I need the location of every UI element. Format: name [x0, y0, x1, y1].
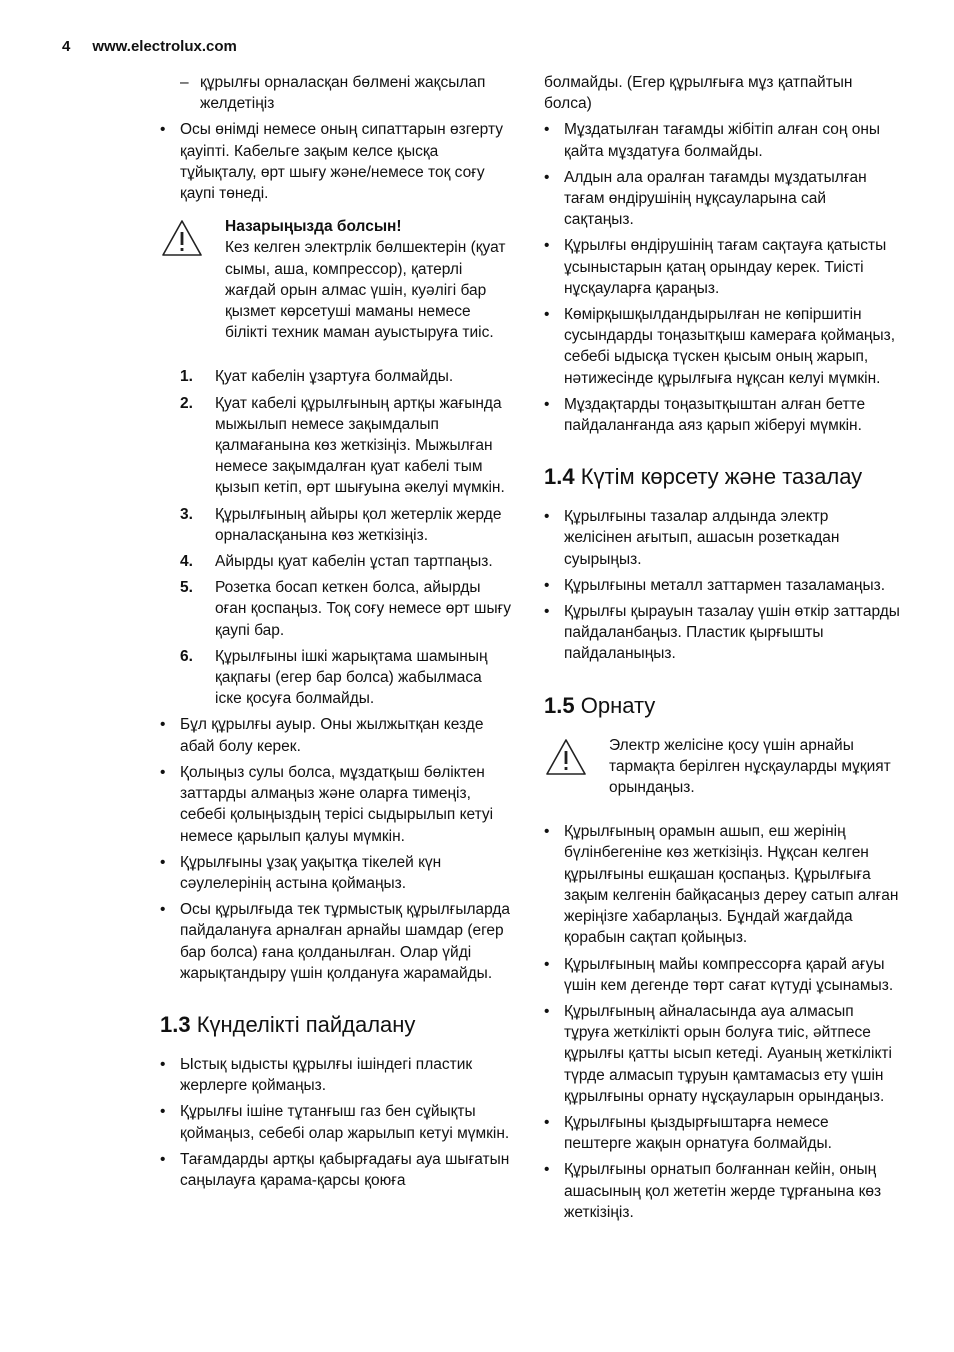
list-item — [544, 119, 900, 161]
list-item-text: Осы құрылғыда тек тұрмыстық құрылғыларда пайдалануға арналған арнайы шамдар (егер бар болса) ғана қолданылған. Олар үйді жарықтандыру үшін қолдануға жарамайды. — [180, 901, 511, 982]
list-item — [160, 1101, 512, 1143]
dash-item — [160, 72, 512, 114]
list-item — [544, 167, 900, 231]
section-title: Күнделікті пайдалану — [196, 1011, 416, 1037]
bullet-marker: • — [544, 306, 550, 324]
list-item — [544, 601, 900, 665]
numbered-item-text: Құрылғыны ішкі жарықтама шамының қақпағы (егер бар болса) жабылмаса іске қосуға болмайды. — [215, 647, 488, 708]
list-item — [160, 762, 512, 847]
numbered-item-text: Розетка босап кеткен болса, айырды оған қоспаңыз. Тоқ соғу немесе өрт шығу қаупі бар. — [215, 579, 511, 639]
list-item — [544, 1001, 900, 1107]
bullet-marker: • — [544, 823, 550, 841]
list-item — [544, 954, 900, 996]
page-number: 4 — [62, 38, 71, 55]
section-number: 1.5 — [544, 692, 575, 718]
bullet-marker: • — [544, 1002, 550, 1020]
list-item-text: Құрылғыны тазалар алдында электр желісінен ағытып, ашасын розеткадан суырыңыз. — [564, 508, 840, 568]
warning-text: Электр желісіне қосу үшін арнайы тармақта берілген нұсқауларды мұқият орындаңыз. — [609, 736, 891, 797]
numbered-item — [160, 504, 512, 546]
bullet-marker: • — [544, 168, 550, 186]
continued-text: болмайды. (Егер құрылғыға мұз қатпайтын болса) — [544, 74, 853, 113]
dash-marker: – — [180, 74, 189, 91]
list-item-text: Құрылғыны ұзақ уақытқа тікелей күн сәулелерінің астына қоймаңыз. — [180, 853, 442, 892]
section-number: 1.4 — [544, 464, 575, 490]
warning-text: Кез келген электрлік бөлшектерін (қуат сымы, аша, компрессор), қатерлі жағдай орын алмас үшін, куәлігі бар қызмет көрсетуші маманы немесе білікті техник маман ауыстыруға тиіс. — [225, 239, 506, 342]
bullet-marker: • — [160, 716, 166, 734]
dash-item-text: құрылғы орналасқан бөлмені жақсылап желдетіңіз — [200, 74, 486, 113]
numbered-item — [160, 577, 512, 641]
list-item — [160, 1054, 512, 1096]
section-heading-1-3 — [160, 1012, 512, 1038]
bullet-marker: • — [544, 603, 550, 621]
numbered-item-text: Құрылғының айыры қол жетерлік жерде орналасқанына көз жеткізіңіз. — [215, 505, 502, 544]
bullet-marker: • — [544, 395, 550, 413]
item-number: 3. — [180, 505, 193, 523]
list-item — [544, 506, 900, 570]
numbered-item — [160, 646, 512, 710]
list-item-text: Құрылғыны орнатып болғаннан кейін, оның ашасының қол жететін жерде тұрғанына көз жеткізіңіз. — [564, 1161, 882, 1221]
list-item-text: Алдын ала оралған тағамды мұздатылған тағам өндірушінің нұқсауларына сай сақтаңыз. — [564, 168, 867, 229]
numbered-item — [160, 393, 512, 499]
list-item-text: Тағамдарды артқы қабырғадағы ауа шығатын саңылауға қарама-қарсы қоюға — [180, 1150, 510, 1189]
list-item — [544, 1159, 900, 1223]
list-item-text: Құрылғыны қыздырғыштарға немесе пештерге жақын орнатуға болмайды. — [564, 1113, 832, 1153]
list-item-text: Құрылғының майы компрессорға қарай ағуы үшін кем дегенде төрт сағат күтуді ұсынамыз. — [564, 955, 894, 994]
bullet-marker: • — [160, 1055, 166, 1073]
warning-title: Назарыңызда болсын! — [225, 218, 402, 236]
warning-triangle-icon — [160, 218, 204, 258]
warning-box — [160, 216, 512, 343]
item-number: 2. — [180, 394, 193, 412]
list-item-text: Құрылғы ішіне тұтанғыш газ бен сұйықты қоймаңыз, себебі олар жарылып кетуі мүмкін. — [180, 1103, 510, 1142]
section-title: Күтім көрсету және тазалау — [580, 464, 863, 490]
item-number: 1. — [180, 368, 193, 386]
list-item-text: Қолыңыз сулы болса, мұздатқыш бөліктен заттарды алмаңыз және оларға тимеңіз, себебі қолыңыздың терісі сыдырылып кетуі немесе қарылып қалуы мүмкін. — [180, 763, 494, 845]
numbered-item-text: Қуат кабелін ұзартуға болмайды. — [215, 368, 454, 386]
list-item — [160, 1149, 512, 1191]
numbered-list — [160, 366, 512, 709]
warning-triangle-icon — [544, 737, 588, 777]
list-item — [544, 1112, 900, 1154]
list-item-text: Бұл құрылғы ауыр. Оны жылжытқан кезде абай болу керек. — [180, 716, 484, 755]
list-item-text: Құрылғының орамын ашып, еш жерінің бүлінбегеніне көз жеткізіңіз. Нұқсан келген құрылғыны ешқашан қоспаңыз. Құрылғыға зақым келгенін байқасаңыз дереу сатып алған жеріңізге хабарлаңыз. Бұндай жағдайда қорабын сақтап қойыңыз. — [564, 823, 899, 947]
list-item — [160, 119, 512, 204]
bullet-marker: • — [544, 1113, 550, 1131]
numbered-item-text: Қуат кабелі құрылғының артқы жағында мыжылып немесе зақымдалып қалмағанына көз жеткізіңіз. Мыжылған немесе зақымдалған қуат кабелі тым қызып кетіп, өрт шығуына әкелуі мүмкін. — [215, 394, 505, 497]
list-item — [544, 394, 900, 436]
item-number: 5. — [180, 579, 193, 597]
site-url: www.electrolux.com — [92, 38, 237, 55]
list-item — [544, 575, 900, 596]
list-item-text: Мұздақтарды тоңазытқыштан алған бетте пайдаланғанда аяз қарып жіберуі мүмкін. — [564, 395, 866, 435]
item-number: 6. — [180, 647, 193, 665]
list-item-text: Ыстық ыдысты құрылғы ішіндегі пластик жерлерге қоймаңыз. — [180, 1055, 473, 1095]
bullet-marker: • — [160, 901, 166, 919]
list-item — [160, 852, 512, 894]
bullet-marker: • — [160, 853, 166, 871]
bullet-marker: • — [544, 576, 550, 594]
bullet-marker: • — [160, 121, 166, 139]
bullet-marker: • — [160, 763, 166, 781]
bullet-marker: • — [544, 1161, 550, 1179]
list-item-text: Құрылғының айналасында ауа алмасып тұруға жеткілікті орын болуға тиіс, әйтпесе құрылғы қатты ысып кетеді. Ауаның жеткілікті түрде алмасып тұруын қамтамасыз ету үшін құрылғыны орнату нұсқауларын орындаңыз. — [564, 1002, 892, 1105]
bullet-marker: • — [544, 237, 550, 255]
bullet-marker: • — [160, 1150, 166, 1168]
list-item — [544, 235, 900, 299]
section-number: 1.3 — [160, 1011, 191, 1037]
list-item — [160, 899, 512, 984]
list-item — [160, 714, 512, 756]
list-item-text: Осы өнімді немесе оның сипаттарын өзгерту қауіпті. Кабельге зақым келсе қысқа тұйықталу, өрт шығу және/немесе тоқ соғу қаупі төнеді. — [180, 121, 503, 203]
list-item — [544, 821, 900, 948]
bullet-marker: • — [160, 1103, 166, 1121]
list-item-text: Құрылғыны металл заттармен тазаламаңыз. — [564, 576, 886, 594]
page-header — [62, 38, 237, 55]
right-column — [544, 72, 900, 1228]
bullet-marker: • — [544, 508, 550, 526]
bullet-marker: • — [544, 121, 550, 139]
list-item — [544, 304, 900, 389]
section-heading-1-4 — [544, 464, 900, 490]
bullet-marker: • — [544, 955, 550, 973]
left-column — [160, 72, 512, 1196]
section-heading-1-5 — [544, 693, 900, 719]
item-number: 4. — [180, 553, 193, 571]
numbered-item-text: Айырды қуат кабелін ұстап тартпаңыз. — [215, 553, 493, 571]
list-item-text: Мұздатылған тағамды жібітіп алған соң оны қайта мұздатуға болмайды. — [564, 121, 881, 160]
list-item-text: Көмірқышқылдандырылған не көпіршитін сусындарды тоңазытқыш камераға қоймаңыз, себебі ыдысқа түскен қысым оның жарып, нәтижесінде құрылғыға нұқсан келуі мүмкін. — [564, 306, 896, 387]
list-item-text: Құрылғы қырауын тазалау үшін өткір заттарды пайдаланбаңыз. Пластик қырғышты пайдаланыңыз. — [564, 603, 900, 663]
numbered-item — [160, 366, 512, 387]
list-item-text: Құрылғы өндірушінің тағам сақтауға қатысты ұсыныстарын қатаң орындау керек. Тиісті нұсқауларға қараңыз. — [564, 237, 887, 297]
numbered-item — [160, 551, 512, 572]
section-title: Орнату — [580, 692, 656, 718]
warning-box — [544, 735, 900, 799]
